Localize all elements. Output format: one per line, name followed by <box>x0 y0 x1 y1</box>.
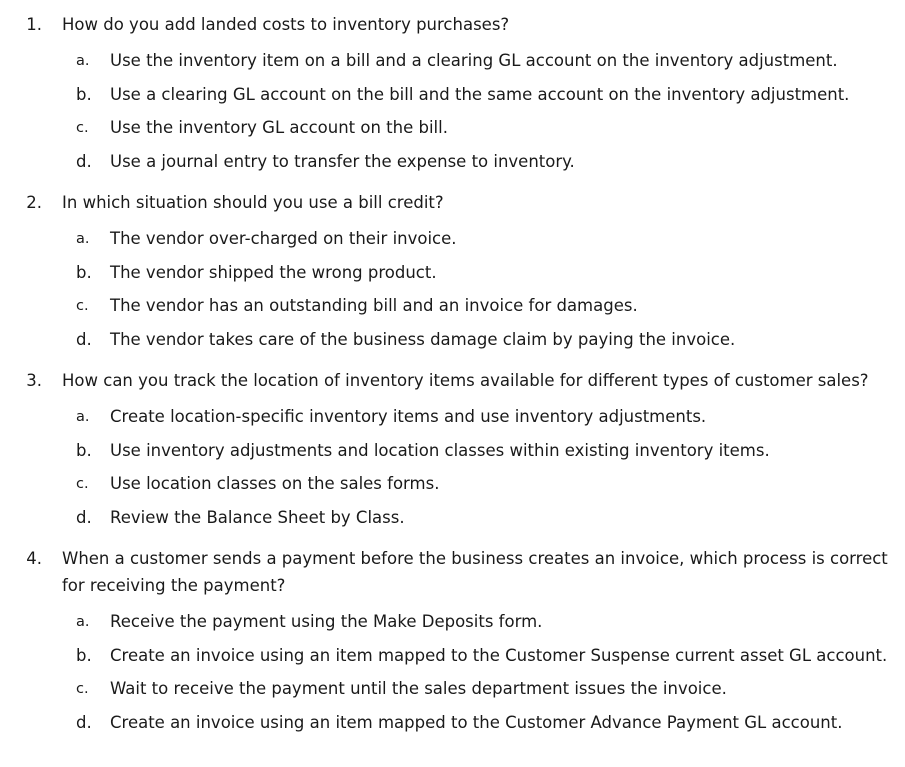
option-text: Create an invoice using an item mapped to the Customer Suspense current asset GL account. <box>110 645 888 665</box>
question-3 <box>0 367 905 540</box>
option-text: Create an invoice using an item mapped to the Customer Advance Payment GL account. <box>110 712 843 732</box>
option-2c <box>0 295 905 329</box>
option-letter: a. <box>76 409 90 425</box>
question-2-prompt <box>0 189 905 216</box>
option-letter: d. <box>76 712 92 732</box>
option-letter: d. <box>76 507 92 527</box>
option-1a <box>0 50 905 84</box>
option-3c <box>0 473 905 507</box>
option-letter: b. <box>76 645 92 665</box>
question-number: 2. <box>26 193 42 212</box>
question-1-prompt <box>0 11 905 38</box>
question-number: 1. <box>26 15 42 34</box>
question-3-options <box>0 406 905 540</box>
option-letter: a. <box>76 614 90 630</box>
option-text: The vendor over-charged on their invoice. <box>110 229 457 248</box>
option-1c <box>0 117 905 151</box>
question-number: 4. <box>26 549 42 568</box>
option-2d <box>0 329 905 363</box>
question-text: When a customer sends a payment before the business creates an invoice, which process is correct for receiving the payment? <box>62 549 888 595</box>
option-text: The vendor shipped the wrong product. <box>110 262 437 282</box>
question-1-options <box>0 50 905 184</box>
option-2a <box>0 228 905 262</box>
option-letter: c. <box>76 476 89 492</box>
option-letter: d. <box>76 151 92 171</box>
option-text: Create location-specific inventory items and use inventory adjustments. <box>110 407 707 426</box>
option-letter: c. <box>76 298 89 314</box>
option-text: The vendor has an outstanding bill and an invoice for damages. <box>110 296 638 315</box>
option-text: Use a clearing GL account on the bill and the same account on the inventory adjustment. <box>110 84 850 104</box>
question-2 <box>0 189 905 362</box>
option-2b <box>0 262 905 296</box>
question-4-prompt <box>0 545 905 599</box>
question-text: How can you track the location of inventory items available for different types of customer sales? <box>62 371 869 390</box>
option-4d <box>0 712 905 746</box>
question-1 <box>0 11 905 184</box>
option-text: Use location classes on the sales forms. <box>110 474 440 493</box>
option-text: Use the inventory item on a bill and a clearing GL account on the inventory adjustment. <box>110 51 838 70</box>
option-letter: b. <box>76 262 92 282</box>
option-text: Use the inventory GL account on the bill. <box>110 118 448 137</box>
option-letter: a. <box>76 53 90 69</box>
option-letter: a. <box>76 231 90 247</box>
option-letter: c. <box>76 681 89 697</box>
option-3a <box>0 406 905 440</box>
option-letter: c. <box>76 120 89 136</box>
option-text: Use inventory adjustments and location classes within existing inventory items. <box>110 440 770 460</box>
question-text: In which situation should you use a bill credit? <box>62 193 444 212</box>
option-4b <box>0 645 905 679</box>
question-number: 3. <box>26 371 42 390</box>
option-text: Wait to receive the payment until the sales department issues the invoice. <box>110 679 727 698</box>
question-4-options <box>0 611 905 745</box>
question-text: How do you add landed costs to inventory purchases? <box>62 15 510 34</box>
option-1d <box>0 151 905 185</box>
option-text: The vendor takes care of the business damage claim by paying the invoice. <box>110 329 736 349</box>
option-3d <box>0 507 905 541</box>
option-letter: b. <box>76 84 92 104</box>
option-3b <box>0 440 905 474</box>
option-letter: b. <box>76 440 92 460</box>
question-3-prompt <box>0 367 905 394</box>
option-4a <box>0 611 905 645</box>
option-text: Use a journal entry to transfer the expense to inventory. <box>110 151 575 171</box>
option-letter: d. <box>76 329 92 349</box>
option-1b <box>0 84 905 118</box>
question-2-options <box>0 228 905 362</box>
question-4 <box>0 545 905 745</box>
option-text: Review the Balance Sheet by Class. <box>110 507 405 527</box>
option-text: Receive the payment using the Make Deposits form. <box>110 612 543 631</box>
option-4c <box>0 678 905 712</box>
